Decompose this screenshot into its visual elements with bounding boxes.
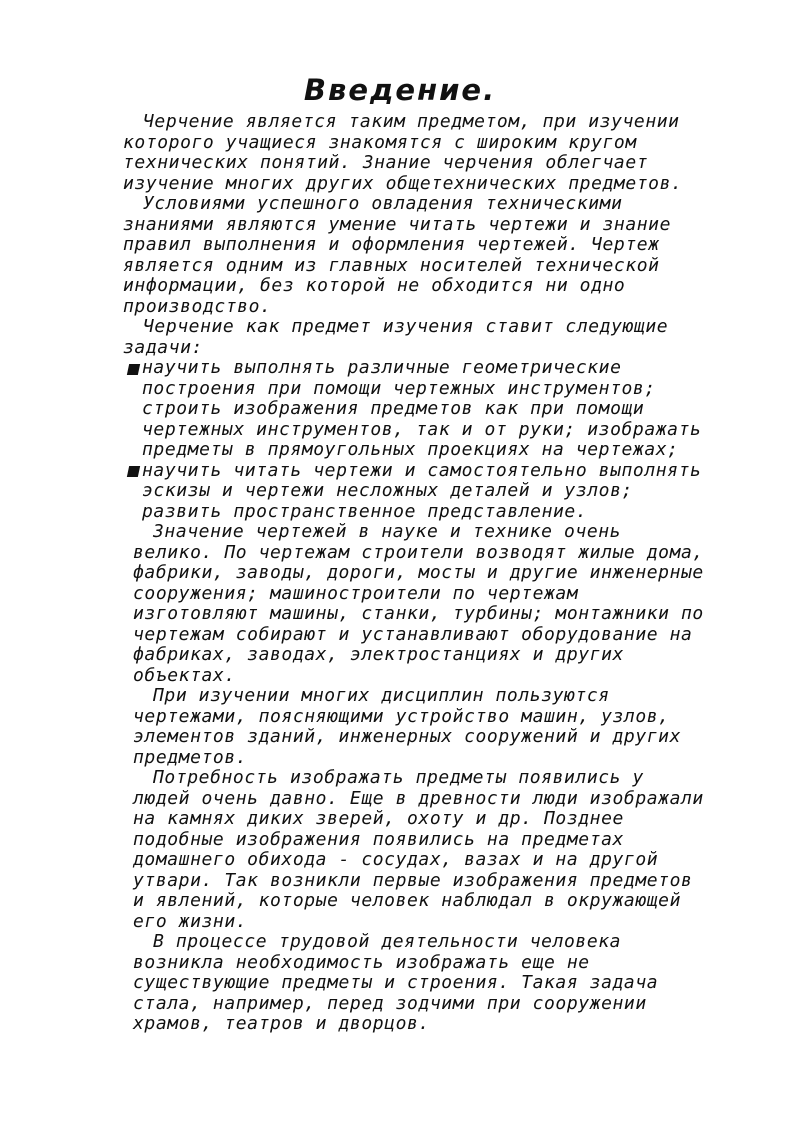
text-line: подобные изображения появились на предметах: [133, 828, 624, 850]
text-line: Потребность изображать предметы появились у: [153, 767, 644, 788]
text-line: храмов, театров и дворцов.: [133, 1013, 430, 1034]
text-line: является одним из главных носителей технической: [123, 254, 660, 276]
page-title: Введение.: [303, 73, 497, 107]
text-line: фабриках, заводах, электростанциях и других: [133, 644, 624, 665]
text-line: Условиями успешного овладения техническими: [143, 193, 623, 214]
text-line: В процессе трудовой деятельности человека: [153, 931, 622, 952]
text-line: велико. По чертежам строители возводят жилые дома,: [133, 541, 704, 563]
text-line: элементов зданий, инженерных сооружений и других: [133, 726, 682, 747]
text-line: на камнях диких зверей, охоту и др. Позднее: [133, 808, 624, 829]
text-line: которого учащиеся знакомятся с широким кругом: [123, 131, 637, 153]
text-line: чертежами, поясняющими устройство машин, узлов,: [133, 705, 670, 727]
text-line: существующие предметы и строения. Такая задача: [133, 972, 659, 993]
text-line: чертежам собирают и устанавливают оборудование на: [133, 623, 693, 645]
text-line: стала, например, перед зодчими при сооружении: [133, 992, 647, 1014]
text-line: его жизни.: [133, 910, 248, 932]
list-item-line: предметы в прямоугольных проекциях на чертежах;: [142, 439, 679, 460]
text-line: Значение чертежей в науке и технике очень: [153, 521, 622, 542]
bullet-square-icon: [127, 466, 140, 477]
text-line: и явлений, которые человек наблюдал в окружающей: [133, 890, 682, 911]
bullet-square-icon: [127, 364, 140, 375]
list-item-line: чертежных инструментов, так и от руки; изображать: [142, 418, 702, 440]
text-line: домашнего обихода - сосудах, вазах и на другой: [133, 849, 659, 870]
text-line: предметов.: [133, 746, 248, 768]
text-line: задачи:: [123, 336, 203, 358]
text-line: правил выполнения и оформления чертежей. Чертеж: [123, 234, 660, 255]
text-line: фабрики, заводы, дороги, мосты и другие инженерные: [133, 562, 704, 583]
text-line: производство.: [123, 295, 272, 317]
text-line: возникла необходимость изображать еще не: [133, 951, 590, 973]
text-line: При изучении многих дисциплин пользуются: [153, 685, 610, 706]
text-line: объектах.: [133, 664, 236, 686]
list-item-line: научить выполнять различные геометрические: [142, 357, 622, 378]
text-line: информации, без которой не обходится ни одно: [123, 275, 626, 296]
list-item-line: построения при помощи чертежных инструментов;: [142, 377, 656, 399]
list-item-line: научить читать чертежи и самостоятельно выполнять: [142, 459, 702, 481]
text-line: утвари. Так возникли первые изображения предметов: [133, 869, 693, 891]
text-line: Черчение как предмет изучения ставит следующие: [143, 316, 669, 337]
text-line: сооружения; машиностроители по чертежам: [133, 582, 579, 604]
text-line: изучение многих других общетехнических предметов.: [123, 172, 683, 194]
text-line: Черчение является таким предметом, при изучении: [143, 111, 680, 132]
text-line: людей очень давно. Еще в древности люди изображали: [133, 787, 704, 809]
text-line: технических понятий. Знание черчения облегчает: [123, 152, 649, 173]
text-line: знаниями являются умение читать чертежи и знание: [123, 213, 672, 235]
list-item-line: эскизы и чертежи несложных деталей и узлов;: [142, 480, 633, 501]
list-item-line: строить изображения предметов как при помощи: [142, 398, 645, 419]
list-item-line: развить пространственное представление.: [142, 500, 588, 522]
text-line: изготовляют машины, станки, турбины; монтажники по: [133, 603, 704, 624]
